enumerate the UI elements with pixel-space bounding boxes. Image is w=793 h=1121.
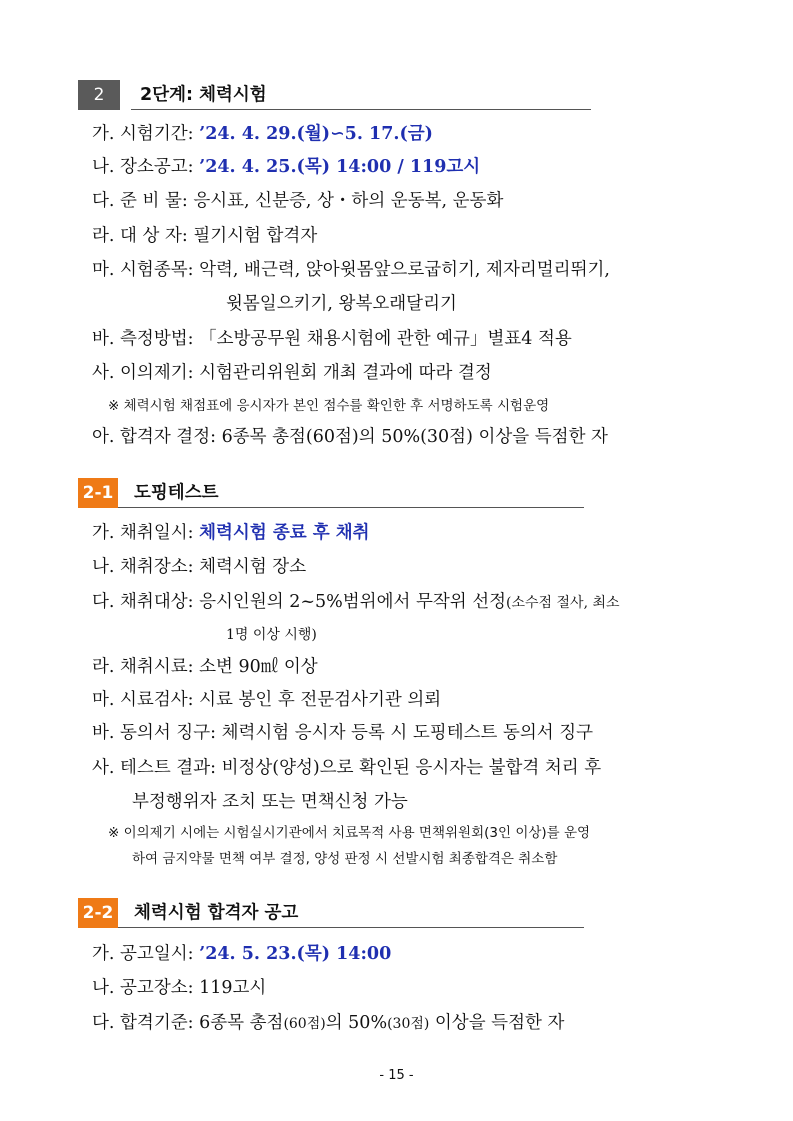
list-item: 바. 측정방법: 「소방공무원 채용시험에 관한 예규」별표4 적용: [92, 329, 572, 349]
section-underline: [131, 109, 591, 110]
list-item: 나. 채취장소: 체력시험 장소: [92, 557, 307, 577]
list-item: 가. 시험기간: ’24. 4. 29.(월)∽5. 17.(금): [92, 124, 433, 144]
list-item: 바. 동의서 징구: 체력시험 응시자 등록 시 도핑테스트 동의서 징구: [92, 723, 594, 743]
list-item: 나. 장소공고: ’24. 4. 25.(목) 14:00 / 119고시: [92, 157, 481, 177]
list-item: 다. 채취대상: 응시인원의 2~5%범위에서 무작위 선정(소수점 절사, 최소: [92, 592, 620, 612]
list-item: 마. 시험종목: 악력, 배근력, 앉아윗몸앞으로굽히기, 제자리멀리뛰기,: [92, 260, 610, 280]
list-item: 사. 테스트 결과: 비정상(양성)으로 확인된 응시자는 불합격 처리 후: [92, 758, 602, 778]
section-2-header: [78, 80, 593, 110]
list-item-continuation: 부정행위자 조치 또는 면책신청 가능: [132, 792, 408, 812]
list-item: 다. 합격기준: 6종목 총점(60점)의 50%(30점) 이상을 득점한 자: [92, 1013, 565, 1033]
note: ※ 이의제기 시에는 시험실시기관에서 치료목적 사용 면책위원회(3인 이상)를 운영: [108, 825, 591, 841]
note-continuation: 하여 금지약물 면책 여부 결정, 양성 판정 시 선발시험 최종합격은 취소함: [132, 851, 558, 867]
section-badge: 2-2: [78, 898, 118, 928]
section-underline: [118, 927, 584, 928]
list-item: 가. 공고일시: ’24. 5. 23.(목) 14:00: [92, 944, 392, 964]
list-item: 라. 채취시료: 소변 90㎖ 이상: [92, 657, 318, 677]
list-item: 마. 시료검사: 시료 봉인 후 전문검사기관 의뢰: [92, 690, 442, 710]
list-item: 사. 이의제기: 시험관리위원회 개최 결과에 따라 결정: [92, 363, 492, 383]
list-item-continuation: 윗몸일으키기, 왕복오래달리기: [226, 294, 457, 314]
section-underline: [118, 507, 584, 508]
list-item: 나. 공고장소: 119고시: [92, 978, 267, 998]
page-number: - 15 -: [379, 1068, 414, 1083]
list-item: 가. 채취일시: 체력시험 종료 후 채취: [92, 523, 370, 543]
section-badge: 2: [78, 80, 120, 110]
list-item: 다. 준 비 물: 응시표, 신분증, 상・하의 운동복, 운동화: [92, 191, 504, 211]
note: ※ 체력시험 채점표에 응시자가 본인 점수를 확인한 후 서명하도록 시험운영: [108, 398, 550, 414]
list-item: 아. 합격자 결정: 6종목 총점(60점)의 50%(30점) 이상을 득점한 자: [92, 427, 608, 447]
section-2-2-header: [78, 898, 588, 928]
section-badge: 2-1: [78, 478, 118, 508]
section-title: 체력시험 합격자 공고: [134, 903, 299, 923]
section-2-1-header: [78, 478, 588, 508]
section-title: 2단계: 체력시험: [140, 85, 267, 105]
list-item-continuation: 1명 이상 시행): [226, 627, 317, 643]
list-item: 라. 대 상 자: 필기시험 합격자: [92, 226, 318, 246]
section-title: 도핑테스트: [134, 483, 219, 503]
